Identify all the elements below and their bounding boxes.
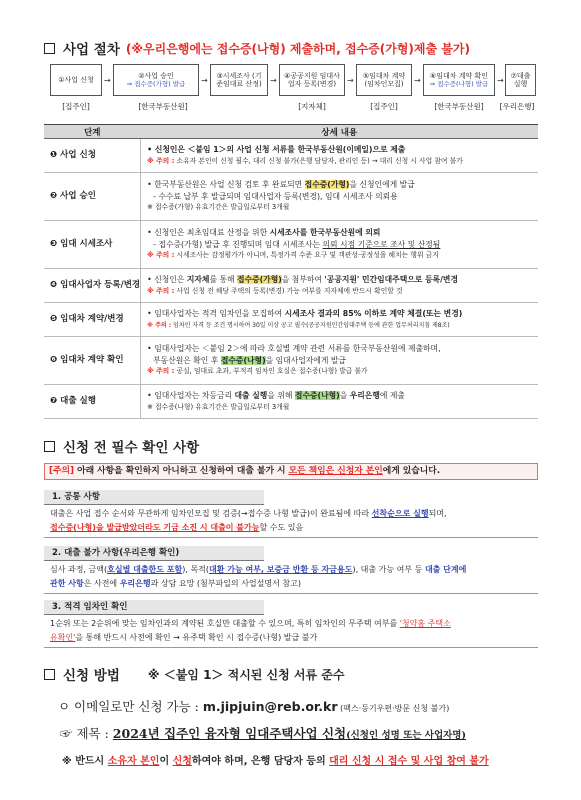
stage-cell: ❶ 사업 신청 — [44, 139, 141, 173]
flow-agent: [집주인] — [370, 102, 398, 111]
table-row — [44, 385, 538, 419]
detail-cell: • 임대사업자는 적격 임차인을 모집하여 시세조사 결과의 85% 이하로 계약 체결(또는 변경) ※ 주의 : 임차인 자격 등 조건 명시하여 30일 이상 공고 필수(공공지원민간임대주택 등에 관한 업무처리지침 제8조) — [141, 303, 538, 337]
card-body: 1순위 또는 2순위에 맞는 임차인과의 계약된 호실만 대출할 수 있으며, 특히 임차인의 무주택 여부를 '청약홈 주택소 유확인'을 통해 반드시 사전에 확인 → 유주택 확인 시 접수증(나형) 발급 불가 — [44, 615, 538, 648]
stage-cell: ❻ 임대차 계약 확인 — [44, 337, 141, 385]
table-row — [44, 139, 538, 173]
arrow-right-icon: → — [270, 76, 277, 85]
arrow-right-icon: → — [347, 76, 354, 85]
stage-cell: ❷ 사업 승인 — [44, 173, 141, 221]
detail-cell: • 한국부동산원은 사업 신청 검토 후 완료되면 접수증(가형)을 신청인에게 발급 - 수수료 납부 후 발급되며 임대사업자 등록(변경), 임대 시세조사 의뢰용 ※ 접수증(가형) 유효기간은 발급일로부터 3개월 — [141, 173, 538, 221]
subject-line: ☞ 제목 : 2024년 집주인 융자형 임대주택사업 신청(신청인 성명 또는 사업자명) — [60, 726, 466, 741]
section-note: (※우리은행에는 접수증(나형) 제출하며, 접수증(가형)제출 불가) — [125, 41, 470, 56]
section-title-procedure — [44, 38, 470, 58]
procedure-table — [44, 124, 538, 419]
card-body: 대출은 사업 접수 순서와 무관하게 임차인모집 및 검증(→접수증 나형 발급)이 완료됨에 따라 선착순으로 실행되며, 접수증(나형)을 발급받았더라도 기금 소진 시 대출이 불가능할 수도 있음 — [44, 505, 538, 538]
card-body: 심사 과정, 금액(호실별 대출한도 포함), 목적(대환 가능 여부, 보증금 반환 등 자금용도), 대출 가능 여부 등 대출 단계에 관한 사항은 사전에 우리은행과 상담 요망 (첨부파일의 사업설명서 참고) — [44, 561, 538, 594]
detail-cell: • 신청인은 ＜붙임 1＞의 사업 신청 서류를 한국부동산원(이메일)으로 제출 ※ 주의 : 소유자 본인이 신청 필수, 대리 신청 불가(은행 담당자, 관리인 등) → 대리 신청 시 사업 참여 불가 — [141, 139, 538, 173]
warning-banner: [주의] 아래 사항을 확인하지 아니하고 신청하여 대출 불가 시 모든 책임은 신청자 본인에게 있습니다. — [44, 463, 538, 480]
arrow-right-icon: → — [414, 76, 421, 85]
detail-cell: • 신청인은 최초임대료 산정을 위한 시세조사를 한국부동산원에 의뢰 - 접수증(가형) 발급 후 진행되며 임대 시세조사는 의뢰 시점 기준으로 조사 및 산정됨 ※ 주의 : 시세조사는 감정평가가 아니며, 특정가격 수준 요구 및 객관성·공정성을 해치는 행위 금지 — [141, 221, 538, 269]
check-card-common — [44, 490, 538, 538]
stage-cell: ❹ 임대사업자 등록/변경 — [44, 269, 141, 303]
section-title-method — [44, 664, 344, 684]
detail-cell: • 임대사업자는 ＜붙임 2＞에 따라 호실별 계약 관련 서류를 한국부동산원에 제출하며, 부동산원은 확인 후 접수증(나형)을 임대사업자에게 발급 ※ 주의 : 공실, 임대료 초과, 부적격 임차인 호실은 접수증(나형) 발급 불가 — [141, 337, 538, 385]
card-heading: 3. 적격 임차인 확인 — [44, 600, 264, 615]
card-heading: 2. 대출 불가 사항(우리은행 확인) — [44, 546, 264, 561]
flow-step-2: ②사업 승인 ⇒ 접수증(가형) 발급 — [113, 64, 199, 96]
flow-step-5: ⑤임대차 계약 (임차인모집) — [356, 64, 412, 96]
flow-step-6: ⑥임대차 계약 확인 ⇒ 접수증(나형) 발급 — [423, 64, 495, 96]
arrow-right-icon: → — [104, 76, 111, 85]
section-title-text: 사업 절차 — [63, 42, 120, 58]
table-row — [44, 221, 538, 269]
checkbox-square-icon — [44, 441, 55, 452]
table-row — [44, 173, 538, 221]
flow-agent: [지자체] — [298, 102, 326, 111]
flow-step-4: ④공공지원 임대사업자 등록(변경) — [279, 64, 345, 96]
table-row — [44, 269, 538, 303]
check-card-tenant — [44, 600, 538, 648]
stage-cell: ❺ 임대차 계약/변경 — [44, 303, 141, 337]
process-flow — [50, 64, 536, 114]
email-line: ㅇ 이메일로만 신청 가능 : m.jipjuin@reb.or.kr (팩스·등기우편·방문 신청 불가) — [58, 699, 450, 714]
section-title-text: 신청 방법 — [63, 668, 120, 684]
flow-agent: [한국부동산원] — [434, 102, 484, 111]
flow-step-1: ①사업 신청 — [50, 64, 102, 96]
card-heading: 1. 공통 사항 — [44, 490, 264, 505]
email-address: m.jipjuin@reb.or.kr — [202, 699, 338, 714]
table-header-row — [44, 125, 538, 139]
table-row — [44, 337, 538, 385]
stage-cell: ❼ 대출 실행 — [44, 385, 141, 419]
final-notice: ※ 반드시 소유자 본인이 신청하여야 하며, 은행 담당자 등의 대리 신청 시 접수 및 사업 참여 불가 — [62, 756, 489, 767]
section-title-text: 신청 전 필수 확인 사항 — [63, 440, 200, 456]
flow-agent: [한국부동산원] — [138, 102, 188, 111]
header-detail: 상세 내용 — [141, 125, 538, 139]
section-note: ※ ＜붙임 1＞ 적시된 신청 서류 준수 — [147, 667, 345, 682]
arrow-right-icon: → — [497, 76, 504, 85]
flow-step-3: ③시세조사 (기준임대료 산정) — [210, 64, 268, 96]
detail-cell: • 임대사업자는 차등금리 대출 실행을 위해 접수증(나형)을 우리은행에 제출 ※ 접수증(나형) 유효기간은 발급일로부터 3개월 — [141, 385, 538, 419]
table-row — [44, 303, 538, 337]
stage-cell: ❸ 임대 시세조사 — [44, 221, 141, 269]
check-card-loan — [44, 546, 538, 594]
header-stage: 단계 — [44, 125, 141, 139]
section-title-checks — [44, 436, 199, 456]
flow-agent: [집주인] — [62, 102, 90, 111]
arrow-right-icon: → — [201, 76, 208, 85]
checkbox-square-icon — [44, 669, 55, 680]
detail-cell: • 신청인은 지자체를 통해 접수증(가형)을 첨부하여 '공공지원' 민간임대주택으로 등록/변경 ※ 주의 : 사업 신청 전 해당 주택의 등록(변경) 가능 여부를 지자체에 반드시 확인할 것 — [141, 269, 538, 303]
flow-step-7: ⑦대출실행 — [505, 64, 536, 96]
checkbox-square-icon — [44, 43, 55, 54]
flow-agent: [우리은행] — [499, 102, 535, 111]
